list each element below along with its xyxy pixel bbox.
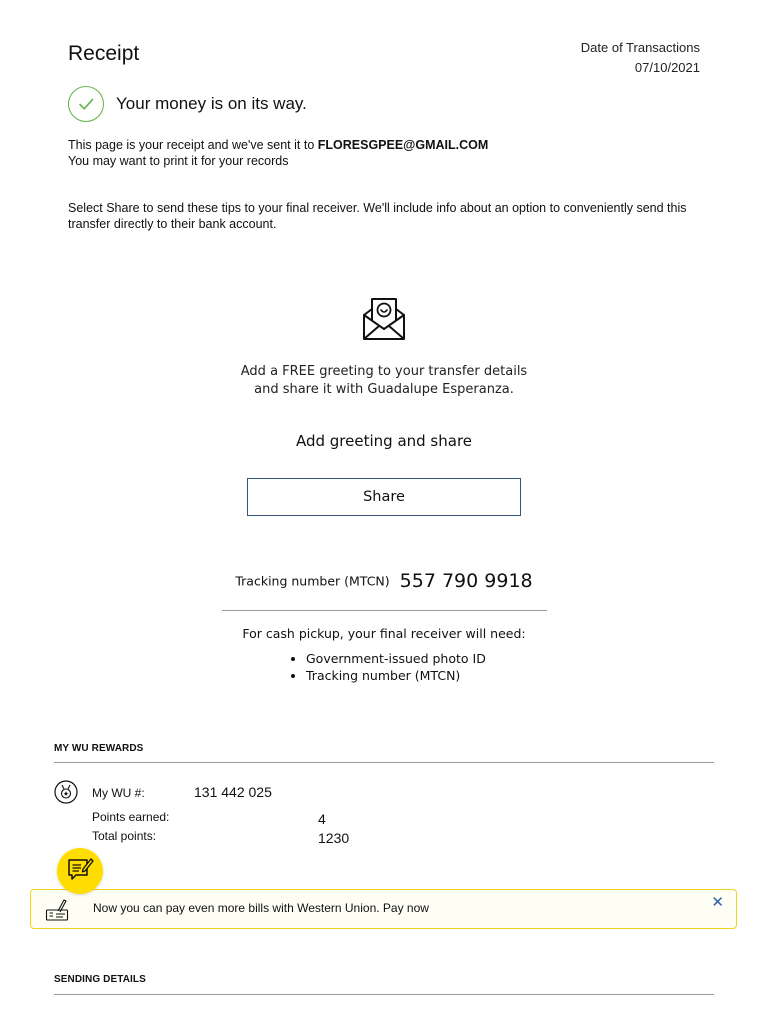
sending-section-title: SENDING DETAILS <box>54 974 146 985</box>
check-icon <box>68 86 104 122</box>
tracking-value: 557 790 9918 <box>399 570 533 592</box>
receipt-notice <box>68 137 488 169</box>
points-earned-label: Points earned: <box>92 810 170 824</box>
pickup-requirements-title: For cash pickup, your final receiver will need: <box>242 626 526 641</box>
envelope-heart-icon <box>360 295 408 343</box>
points-earned-value: 4 <box>318 811 326 827</box>
rewards-badge-icon <box>54 780 78 804</box>
receipt-prefix: This page is your receipt and we've sent it to <box>68 138 318 152</box>
tracking-number <box>184 570 584 592</box>
tracking-label: Tracking number (MTCN) <box>235 573 390 589</box>
wu-number-value: 131 442 025 <box>194 784 272 800</box>
date-label: Date of Transactions <box>580 40 700 55</box>
greeting-description <box>184 363 584 399</box>
edit-note-icon <box>66 855 94 888</box>
transaction-date <box>581 38 700 78</box>
date-value: 07/10/2021 <box>634 60 700 75</box>
greeting-heading: Add greeting and share <box>295 432 473 450</box>
receipt-email: FLORESGPEE@GMAIL.COM <box>317 138 489 152</box>
share-tips-text: Select Share to send these tips to your final receiver. We'll include info about an option to conveniently send this transfer directly to their bank account. <box>68 201 687 231</box>
pay-bills-icon <box>45 898 69 922</box>
feedback-button[interactable] <box>57 848 103 894</box>
total-points-value: 1230 <box>318 830 350 846</box>
rewards-divider <box>54 762 714 763</box>
greeting-line-2: and share it with Guadalupe Esperanza. <box>254 382 514 397</box>
list-item: • Government-issued photo ID <box>306 650 486 667</box>
status-message: Your money is on its way. <box>116 94 307 113</box>
greeting-line-1: Add a FREE greeting to your transfer details <box>240 364 528 379</box>
rewards-section-title: MY WU REWARDS <box>54 743 144 754</box>
banner-message[interactable]: Now you can pay even more bills with Western Union. Pay now <box>93 901 429 915</box>
receipt-print-note: You may want to print it for your records <box>68 154 289 168</box>
divider <box>222 610 547 611</box>
pay-bills-banner <box>30 889 737 929</box>
page-title: Receipt <box>68 42 140 65</box>
share-button[interactable]: Share <box>247 478 521 516</box>
sending-divider <box>54 994 714 995</box>
total-points-label: Total points: <box>92 829 157 843</box>
pickup-requirements-list <box>288 650 486 684</box>
wu-number-label: My WU #: <box>92 786 145 800</box>
list-item: • Tracking number (MTCN) <box>306 667 486 684</box>
close-icon[interactable]: ✕ <box>711 894 724 911</box>
